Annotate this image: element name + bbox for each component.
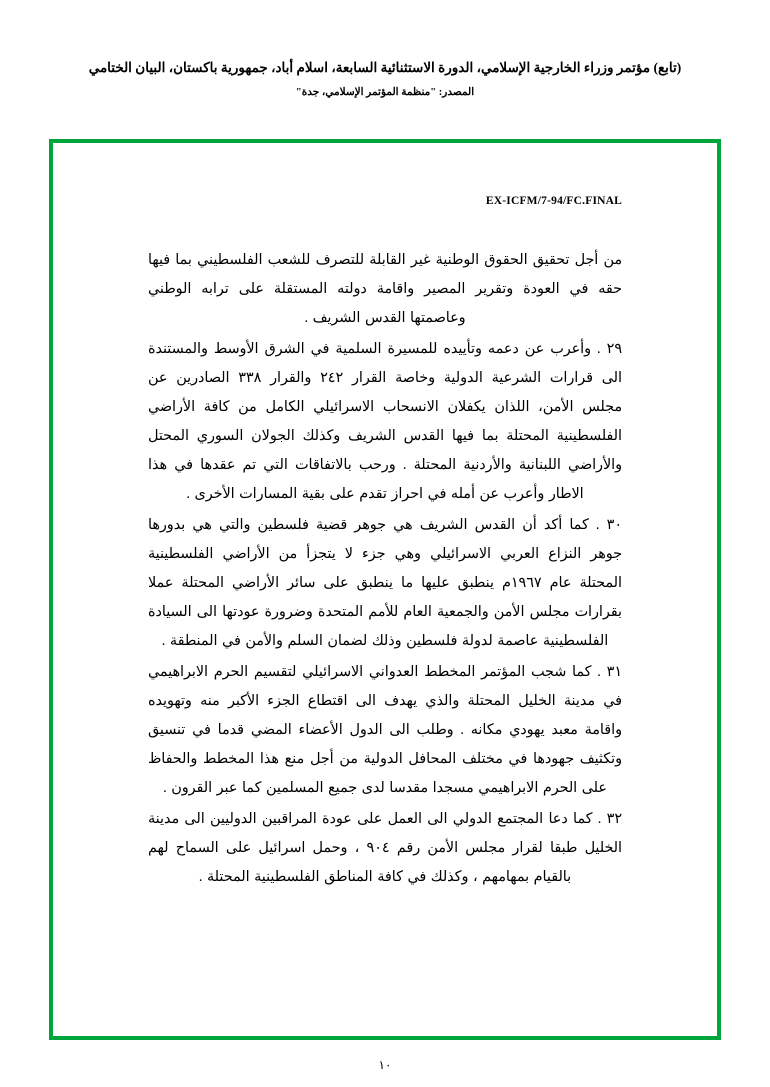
paragraph: ٣٢ . كما دعا المجتمع الدولي الى العمل على عودة المراقبين الدوليين الى مدينة الخليل طبقا لقرار مجلس الأمن رقم ٩٠٤ ، وحمل اسرائيل على السماح لهم بالقيام بمهامهم ، وكذلك في كافة المناطق الفلسطينية المحتلة . [148, 811, 623, 885]
header-title: (تابع) مؤتمر وزراء الخارجية الإسلامي، الدورة الاستثنائية السابعة، اسلام أباد، جمهورية باكستان، البيان الختامي [88, 60, 682, 75]
document-frame [49, 139, 721, 1040]
page-header [0, 58, 770, 98]
header-source: المصدر: "منظمة المؤتمر الإسلامي، جدة" [295, 87, 475, 98]
document-code: EX-ICFM/7-94/FC.FINAL [485, 195, 622, 207]
page-number: ١٠ [378, 1058, 392, 1072]
paragraph: ٣١ . كما شجب المؤتمر المخطط العدواني الاسرائيلي لتقسيم الحرم الابراهيمي في مدينة الخليل المحتلة والذي يهدف الى اقتطاع الجزء الأكبر منه وتهويده واقامة معبد يهودي مكانه . وطلب الى الدول الأعضاء المضي قدما في تنسيق وتكثيف جهودها في مختلف المحافل الدولية من أجل منع هذا المخطط والحفاظ على الحرم الابراهيمي مسجدا مقدسا لدى جميع المسلمين كما عبر القرون . [148, 664, 622, 796]
paragraph: ٣٠ . كما أكد أن القدس الشريف هي جوهر قضية فلسطين والتي هي بدورها جوهر النزاع العربي الاسرائيلي وهي جزء لا يتجزأ من الأراضي الفلسطينية المحتلة عام ١٩٦٧م ينطبق عليها ما ينطبق على سائر الأراضي المحتلة عملا بقرارات مجلس الأمن والجمعية العام للأمم المتحدة وضرورة عودتها الى السيادة الفلسطينية عاصمة لدولة فلسطين وذلك لضمان السلم والأمن في المنطقة . [148, 517, 622, 649]
document-body [148, 246, 622, 892]
paragraph: ٢٩ . وأعرب عن دعمه وتأييده للمسيرة السلمية في الشرق الأوسط والمستندة الى قرارات الشرعية الدولية وخاصة القرار ٢٤٢ والقرار ٣٣٨ الصادرين عن مجلس الأمن، اللذان يكفلان الانسحاب الاسرائيلي الكامل من كافة الأراضي الفلسطينية المحتلة بما فيها القدس الشريف وكذلك الجولان السوري المحتل والأراضي اللبنانية والأردنية المحتلة . ورحب بالاتفاقات التي تم عقدها في هذا الاطار وأعرب عن أمله في احراز تقدم على بقية المسارات الأخرى . [148, 341, 622, 502]
paragraph: من أجل تحقيق الحقوق الوطنية غير القابلة للتصرف للشعب الفلسطيني بما فيها حقه في العودة وتقرير المصير واقامة دولته المستقلة على ترابه الوطني وعاصمتها القدس الشريف . [148, 252, 622, 326]
